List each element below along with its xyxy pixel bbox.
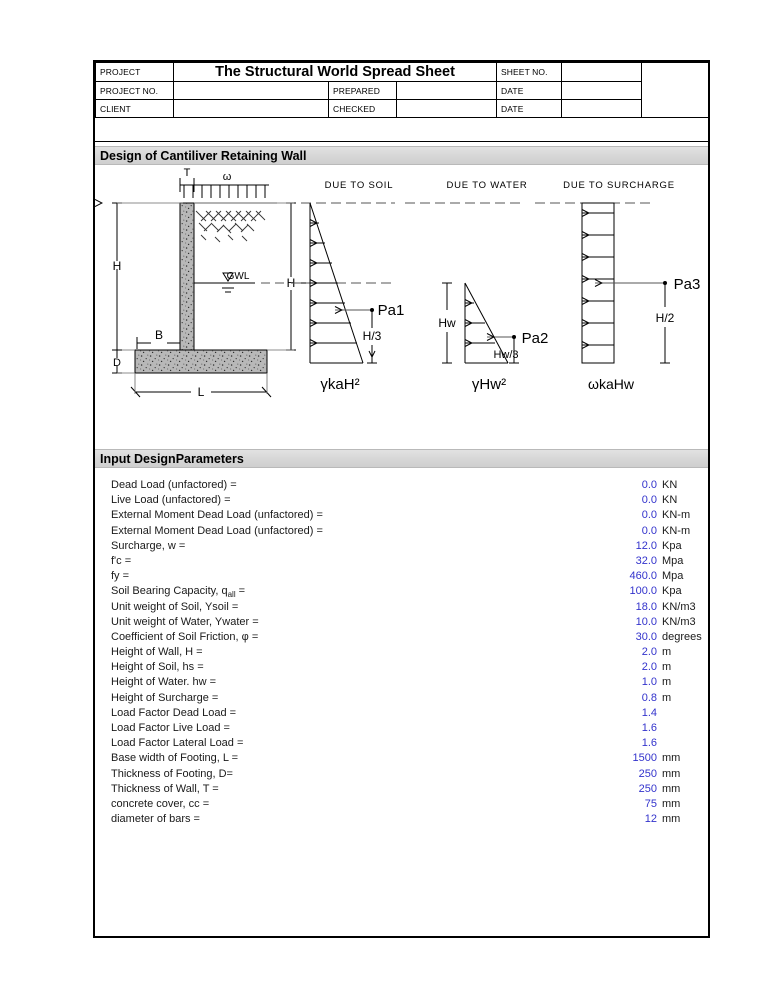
- checked-label: CHECKED: [329, 100, 397, 118]
- parameter-unit: m: [662, 646, 672, 659]
- label-Pa2: Pa2: [521, 330, 549, 347]
- parameter-label: Unit weight of Soil, Ysoil =: [111, 600, 239, 613]
- parameter-value[interactable]: 2.0: [641, 646, 657, 659]
- soil-diagram-heading: DUE TO SOIL: [324, 180, 394, 191]
- project-no-value[interactable]: [174, 82, 329, 100]
- sheet-no-label: SHEET NO.: [497, 63, 562, 82]
- label-omega: ω: [222, 171, 232, 183]
- parameter-label: Base width of Footing, L =: [111, 752, 239, 765]
- parameter-value[interactable]: 250: [638, 782, 657, 795]
- water-diagram-heading: DUE TO WATER: [446, 180, 528, 191]
- parameter-value[interactable]: 0.0: [641, 494, 657, 507]
- project-label: PROJECT: [96, 63, 174, 82]
- surcharge-load: [180, 185, 269, 198]
- parameter-value[interactable]: 460.0: [629, 570, 657, 583]
- parameter-row: [95, 524, 708, 539]
- parameter-unit: mm: [662, 797, 681, 810]
- soil-pressure-diagram: [291, 180, 404, 393]
- label-L: L: [197, 385, 205, 399]
- parameter-value[interactable]: 0.0: [641, 524, 657, 537]
- wall-cross-section: [95, 178, 307, 397]
- parameter-unit: KN: [662, 494, 678, 507]
- parameter-unit: KN/m3: [662, 600, 696, 613]
- parameter-row: [95, 615, 708, 630]
- parameter-row: [95, 721, 708, 736]
- title-block-row-1: [96, 63, 709, 82]
- parameter-unit: KN/m3: [662, 615, 696, 628]
- parameter-label: diameter of bars =: [111, 813, 200, 826]
- project-no-label: PROJECT NO.: [96, 82, 174, 100]
- parameter-value[interactable]: 0.8: [641, 691, 657, 704]
- parameter-value[interactable]: 12.0: [635, 539, 657, 552]
- title-block-row-2: [96, 82, 709, 100]
- parameter-label: fy =: [111, 570, 130, 583]
- parameter-value[interactable]: 1.0: [641, 676, 657, 689]
- parameter-unit: mm: [662, 767, 681, 780]
- label-Pa1: Pa1: [377, 302, 405, 319]
- title-block: [95, 62, 709, 118]
- parameter-row: [95, 797, 708, 812]
- water-pressure-diagram: [405, 180, 548, 393]
- parameter-unit: Kpa: [662, 539, 682, 552]
- title-block-row-3: [96, 100, 709, 118]
- parameter-row: [95, 630, 708, 645]
- client-label: CLIENT: [96, 100, 174, 118]
- parameter-label: Height of Water. hw =: [111, 676, 217, 689]
- parameter-label: Height of Surcharge =: [111, 691, 219, 704]
- parameter-unit: mm: [662, 752, 681, 765]
- sheet-frame: [93, 60, 710, 938]
- parameter-label: Load Factor Lateral Load =: [111, 737, 244, 750]
- parameter-row: [95, 706, 708, 721]
- parameter-label: Thickness of Wall, T =: [111, 782, 219, 795]
- parameter-label: Coefficient of Soil Friction, φ =: [111, 630, 259, 643]
- parameter-label: concrete cover, cc =: [111, 797, 210, 810]
- sheet-title: The Structural World Spread Sheet: [174, 63, 497, 82]
- parameter-row: [95, 675, 708, 690]
- retaining-wall-diagram: [95, 165, 708, 449]
- parameter-row: [95, 478, 708, 493]
- surcharge-pressure-diagram: [535, 180, 700, 392]
- parameter-value[interactable]: 250: [638, 767, 657, 780]
- surcharge-pressure-formula: ωkaHw: [588, 376, 634, 392]
- prepared-label: PREPARED: [329, 82, 397, 100]
- parameter-unit: m: [662, 676, 672, 689]
- prepared-value[interactable]: [397, 82, 497, 100]
- input-parameters-list: [95, 478, 708, 827]
- label-H-right: H: [286, 276, 296, 290]
- date-label-checked: DATE: [497, 100, 562, 118]
- label-Pa3: Pa3: [673, 276, 701, 293]
- parameter-label: Load Factor Live Load =: [111, 722, 230, 734]
- surcharge-resultant-arrow: [595, 281, 667, 285]
- parameter-row: [95, 645, 708, 660]
- parameter-value[interactable]: 75: [644, 797, 657, 810]
- parameter-row: [95, 508, 708, 523]
- parameter-row: [95, 812, 708, 827]
- section-heading-input: [95, 449, 708, 468]
- parameter-value[interactable]: 10.0: [635, 615, 657, 628]
- parameter-row: [95, 569, 708, 584]
- label-H-left: H: [112, 259, 122, 273]
- sheet-no-value[interactable]: [562, 63, 642, 82]
- date-value-checked[interactable]: [562, 100, 642, 118]
- height-dim-H: [95, 203, 122, 350]
- date-value-prepared[interactable]: [562, 82, 642, 100]
- parameter-row: [95, 736, 708, 751]
- surcharge-diagram-heading: DUE TO SURCHARGE: [563, 180, 675, 191]
- label-D: D: [113, 357, 121, 369]
- parameter-unit: Mpa: [662, 554, 684, 567]
- parameter-label: Height of Wall, H =: [111, 646, 203, 659]
- parameter-row: [95, 600, 708, 615]
- parameter-value[interactable]: 0.0: [641, 509, 657, 522]
- soil-resultant-arrow: [335, 308, 374, 312]
- parameter-value[interactable]: 2.0: [641, 661, 657, 674]
- water-pressure-formula: γHw²: [471, 376, 507, 393]
- parameter-label: Surcharge, w =: [111, 539, 186, 552]
- label-GWL: GWL: [226, 271, 250, 282]
- parameter-value[interactable]: 30.0: [635, 630, 657, 643]
- parameter-row: [95, 782, 708, 797]
- parameter-unit: Kpa: [662, 585, 682, 598]
- title-block-spare-cell[interactable]: [642, 63, 709, 118]
- parameter-label: Height of Soil, hs =: [111, 661, 204, 674]
- date-label-prepared: DATE: [497, 82, 562, 100]
- parameter-value[interactable]: 0.0: [641, 479, 657, 491]
- label-H-over-2: H/2: [655, 311, 675, 325]
- parameter-value[interactable]: 1.6: [641, 737, 657, 750]
- parameter-row: [95, 660, 708, 675]
- parameter-value[interactable]: 32.0: [635, 554, 657, 567]
- section-heading-design: [95, 146, 708, 165]
- diagram-svg: [95, 165, 708, 449]
- parameter-row: [95, 751, 708, 766]
- parameter-unit: m: [662, 691, 672, 704]
- parameter-label: Soil Bearing Capacity, $q_{all}$ =: [111, 585, 246, 600]
- section-heading-input-label: Input DesignParameters: [100, 452, 244, 466]
- client-value[interactable]: [174, 100, 329, 118]
- parameter-row: [95, 584, 708, 599]
- parameter-label: Thickness of Footing, D=: [111, 767, 233, 780]
- label-B: B: [154, 328, 164, 342]
- parameter-value[interactable]: 12: [644, 813, 657, 826]
- checked-value[interactable]: [397, 100, 497, 118]
- parameter-unit: KN-m: [662, 524, 691, 537]
- parameter-unit: Mpa: [662, 570, 684, 583]
- soil-pressure-formula: γkaH²: [320, 376, 360, 393]
- label-T: T: [183, 167, 191, 179]
- parameter-label: External Moment Dead Load (unfactored) =: [111, 524, 323, 537]
- parameter-unit: degrees: [662, 630, 702, 643]
- parameter-unit: m: [662, 661, 672, 674]
- parameter-unit: mm: [662, 813, 681, 826]
- parameter-label-subscript: all: [227, 590, 236, 600]
- parameter-value[interactable]: 18.0: [635, 600, 657, 613]
- parameter-label: External Moment Dead Load (unfactored) =: [111, 509, 323, 522]
- water-resultant-arrow: [487, 335, 516, 339]
- soil-hatch: [196, 211, 265, 242]
- parameter-label: Dead Load (unfactored) =: [111, 479, 237, 491]
- parameter-value[interactable]: 1500: [632, 752, 657, 765]
- label-Hw: Hw: [438, 316, 456, 330]
- title-block-divider: [95, 141, 708, 142]
- parameter-label: Unit weight of Water, Ywater =: [111, 615, 259, 628]
- label-Hw-over-3: Hw/3: [493, 349, 519, 361]
- parameter-value[interactable]: 1.6: [641, 722, 657, 734]
- parameter-row: [95, 493, 708, 508]
- parameter-row: [95, 554, 708, 569]
- parameter-row: [95, 691, 708, 706]
- parameter-unit: mm: [662, 782, 681, 795]
- parameter-label: Live Load (unfactored) =: [111, 494, 231, 507]
- parameter-row: [95, 767, 708, 782]
- label-H-over-3: H/3: [362, 329, 382, 343]
- parameter-row: [95, 539, 708, 554]
- parameter-unit: KN: [662, 479, 678, 491]
- parameter-label: f'c =: [111, 554, 132, 567]
- parameter-unit: KN-m: [662, 509, 691, 522]
- parameter-label: Load Factor Dead Load =: [111, 706, 237, 719]
- parameter-value[interactable]: 100.0: [629, 585, 657, 598]
- section-heading-design-label: Design of Cantiliver Retaining Wall: [100, 149, 307, 163]
- parameter-value[interactable]: 1.4: [641, 706, 657, 719]
